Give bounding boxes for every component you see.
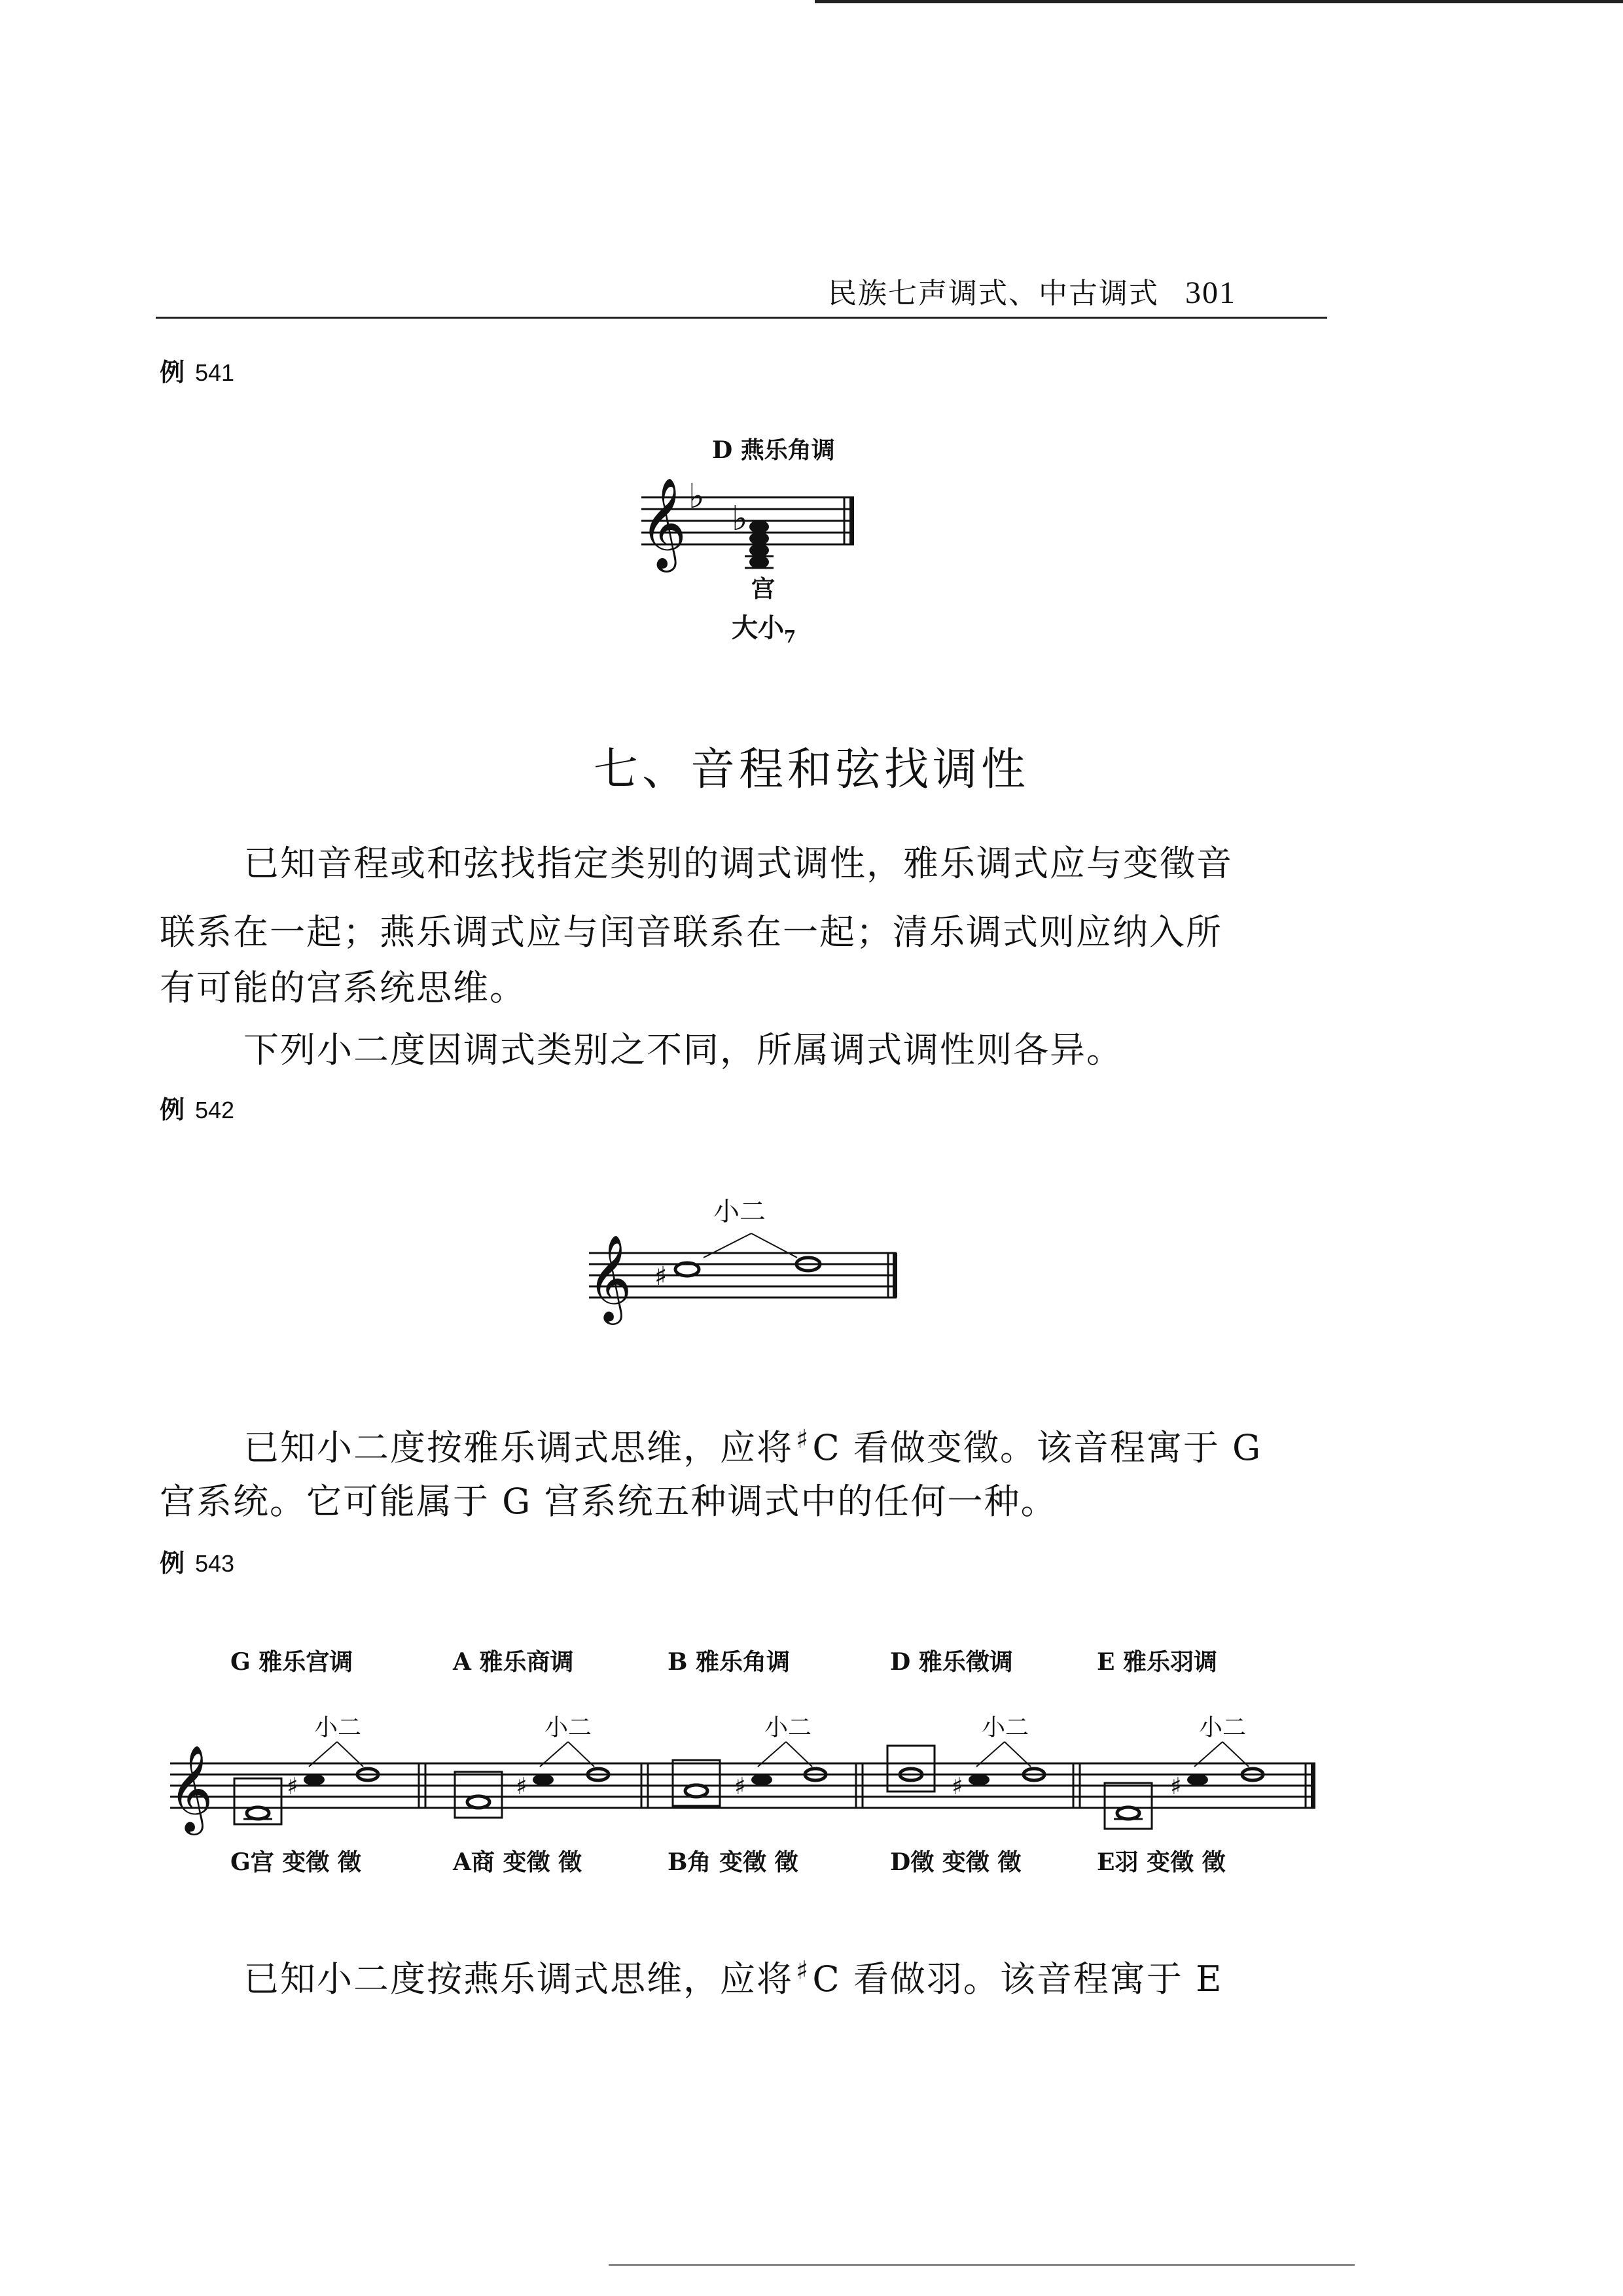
- treble-clef-icon: 𝄞: [588, 1234, 632, 1321]
- chord-note: [749, 544, 769, 557]
- c-sharp-note: [751, 1774, 772, 1786]
- header-rule: [156, 317, 1327, 319]
- sharp-icon: ♯: [796, 1424, 810, 1455]
- sharp-icon: ♯: [287, 1773, 298, 1800]
- c-sharp-note: [304, 1774, 325, 1786]
- sharp-icon: ♯: [952, 1773, 963, 1800]
- top-edge-rule: [815, 0, 1623, 3]
- treble-clef-icon: 𝄞: [640, 478, 687, 569]
- degree-label: E羽 变徵 徵: [1097, 1848, 1226, 1876]
- chord-note: [749, 556, 769, 569]
- c-sharp-note: [533, 1774, 554, 1786]
- degree-label: G宫 变徵 徵: [230, 1848, 361, 1876]
- chord-note: [749, 532, 769, 545]
- example-541-note-label: 宫: [751, 575, 776, 603]
- example-541-key-label: D 燕乐角调: [712, 436, 835, 464]
- mode-title: B 雅乐角调: [668, 1648, 790, 1676]
- scan-artifact-rule: [609, 2264, 1355, 2266]
- chord-note: [749, 520, 769, 533]
- interval-label: 小二: [982, 1714, 1029, 1741]
- running-title: 民族七声调式、中古调式: [828, 277, 1159, 310]
- sharp-icon: ♯: [654, 1262, 668, 1292]
- sharp-icon: ♯: [1170, 1773, 1182, 1800]
- treble-clef-icon: 𝄞: [169, 1744, 213, 1831]
- example-543-label: 例 543: [160, 1548, 235, 1578]
- tonic-note-g: [247, 1807, 269, 1819]
- paragraph-line: 有可能的宫系统思维。: [160, 967, 526, 1008]
- interval-label: 小二: [314, 1714, 362, 1741]
- interval-label: 小二: [1199, 1714, 1247, 1741]
- paragraph-line: 已知小二度按雅乐调式思维，应将 ♯C 看做变徵。该音程寓于 G: [243, 1424, 1262, 1468]
- section-title: 七、音程和弦找调性: [593, 744, 1029, 796]
- paragraph-line: 已知小二度按燕乐调式思维，应将 ♯C 看做羽。该音程寓于 E: [243, 1956, 1223, 2000]
- interval-label: 小二: [544, 1714, 592, 1741]
- page-number: 301: [1185, 275, 1236, 310]
- degree-label: D徵 变徵 徵: [890, 1848, 1022, 1876]
- mode-title: A 雅乐商调: [453, 1648, 574, 1676]
- example-541-interval-label: 大小$_7$: [732, 612, 796, 647]
- degree-label: B角 变徵 徵: [668, 1848, 798, 1876]
- example-542-label: 例 542: [160, 1095, 235, 1124]
- sharp-icon: ♯: [734, 1773, 746, 1800]
- interval-label: 小二: [764, 1714, 812, 1741]
- example-542-interval-label: 小二: [713, 1197, 766, 1227]
- mode-title: E 雅乐羽调: [1097, 1648, 1217, 1676]
- staff-example-542: [576, 1217, 916, 1335]
- paragraph-line: 宫系统。它可能属于 G 宫系统五种调式中的任何一种。: [160, 1481, 1058, 1522]
- running-head: [828, 270, 1236, 311]
- degree-label: A商 变徵 徵: [453, 1848, 582, 1876]
- example-541-label: 例 541: [160, 357, 235, 387]
- flat-icon: ♭: [688, 477, 705, 516]
- c-sharp-note: [1187, 1774, 1208, 1786]
- staff-example-543: [157, 1727, 1329, 1845]
- paragraph-line: 已知音程或和弦找指定类别的调式调性，雅乐调式应与变徵音: [243, 843, 1233, 884]
- mode-title: D 雅乐徵调: [890, 1648, 1013, 1676]
- c-sharp-note: [969, 1774, 990, 1786]
- paragraph-line: 联系在一起；燕乐调式应与闰音联系在一起；清乐调式则应纳入所: [160, 911, 1222, 953]
- sharp-icon: ♯: [516, 1773, 527, 1800]
- flat-icon: ♭: [732, 499, 748, 539]
- paragraph: 下列小二度因调式类别之不同，所属调式调性则各异。: [243, 1029, 1123, 1070]
- mode-title: G 雅乐宫调: [230, 1648, 353, 1676]
- tonic-note-a: [467, 1796, 490, 1808]
- sharp-icon: ♯: [796, 1956, 810, 1986]
- tonic-note-b: [685, 1785, 707, 1797]
- tonic-note-e: [1117, 1807, 1139, 1819]
